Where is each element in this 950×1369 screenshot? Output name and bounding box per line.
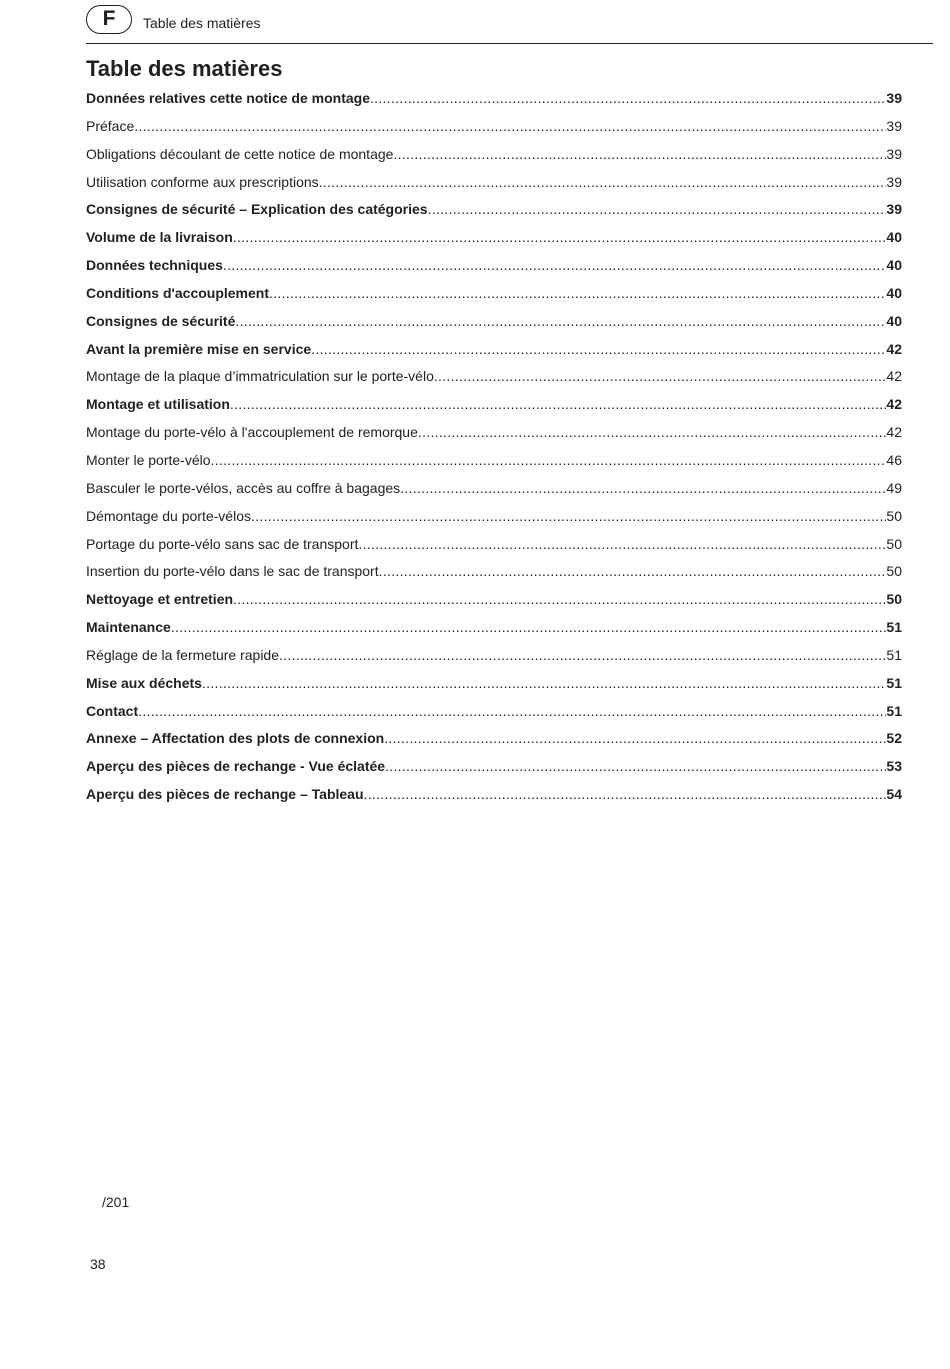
toc-entry-page: 51 bbox=[886, 674, 902, 691]
toc-entry-label: Nettoyage et entretien bbox=[86, 591, 234, 608]
dot-leader bbox=[269, 281, 886, 305]
toc-entry[interactable] bbox=[86, 364, 902, 392]
toc-entry[interactable] bbox=[86, 420, 902, 448]
toc-entry-label: Contact bbox=[86, 702, 139, 719]
toc-entry-label: Consignes de sécurité bbox=[86, 312, 236, 329]
toc-entry-page: 42 bbox=[886, 340, 902, 357]
toc-entry-label: Portage du porte-vélo sans sac de transport bbox=[86, 535, 359, 552]
toc-entry-page: 50 bbox=[886, 591, 902, 608]
toc-entry-page: 42 bbox=[886, 368, 902, 385]
toc-entry[interactable] bbox=[86, 671, 902, 699]
toc-entry[interactable] bbox=[86, 197, 902, 225]
toc-entry[interactable] bbox=[86, 448, 902, 476]
dot-leader bbox=[202, 671, 886, 695]
dot-leader bbox=[400, 476, 886, 500]
dot-leader bbox=[370, 86, 886, 110]
table-of-contents bbox=[86, 86, 902, 810]
toc-entry[interactable] bbox=[86, 309, 902, 337]
toc-entry[interactable] bbox=[86, 587, 902, 615]
dot-leader bbox=[211, 448, 887, 472]
toc-entry[interactable] bbox=[86, 559, 902, 587]
dot-leader bbox=[230, 392, 887, 416]
toc-entry-page: 40 bbox=[886, 229, 902, 246]
toc-entry-page: 40 bbox=[886, 284, 902, 301]
dot-leader bbox=[233, 225, 887, 249]
page-header bbox=[86, 5, 933, 44]
toc-entry-label: Réglage de la fermeture rapide bbox=[86, 646, 280, 663]
page-number: 38 bbox=[90, 1256, 106, 1272]
toc-entry-label: Montage de la plaque d’immatriculation sur le porte-vélo bbox=[86, 368, 434, 385]
toc-entry-label: Montage du porte-vélo à l'accouplement de remorque bbox=[86, 424, 418, 441]
dot-leader bbox=[379, 559, 887, 583]
toc-entry-label: Données techniques bbox=[86, 257, 223, 274]
dot-leader bbox=[223, 253, 887, 277]
toc-entry[interactable] bbox=[86, 142, 902, 170]
toc-entry-page: 50 bbox=[886, 507, 902, 524]
toc-entry-page: 39 bbox=[886, 173, 902, 190]
dot-leader bbox=[418, 420, 887, 444]
toc-entry[interactable] bbox=[86, 170, 902, 198]
toc-entry[interactable] bbox=[86, 476, 902, 504]
toc-entry-page: 39 bbox=[886, 201, 902, 218]
toc-entry[interactable] bbox=[86, 615, 902, 643]
toc-entry-page: 54 bbox=[886, 786, 902, 803]
toc-entry-page: 51 bbox=[886, 646, 902, 663]
toc-entry[interactable] bbox=[86, 337, 902, 365]
toc-entry[interactable] bbox=[86, 504, 902, 532]
dot-leader bbox=[434, 364, 887, 388]
toc-entry[interactable] bbox=[86, 392, 902, 420]
toc-entry[interactable] bbox=[86, 726, 902, 754]
toc-entry-label: Utilisation conforme aux prescriptions bbox=[86, 173, 319, 190]
dot-leader bbox=[134, 114, 886, 138]
dot-leader bbox=[171, 615, 887, 639]
dot-leader bbox=[384, 726, 886, 750]
toc-entry-page: 52 bbox=[886, 730, 902, 747]
toc-entry-page: 46 bbox=[886, 451, 902, 468]
toc-entry-label: Mise aux déchets bbox=[86, 674, 202, 691]
toc-entry[interactable] bbox=[86, 253, 902, 281]
toc-entry-label: Insertion du porte-vélo dans le sac de transport bbox=[86, 563, 379, 580]
toc-entry-page: 39 bbox=[886, 117, 902, 134]
toc-entry-label: Montage et utilisation bbox=[86, 396, 230, 413]
language-badge: F bbox=[86, 5, 132, 34]
toc-entry-label: Avant la première mise en service bbox=[86, 340, 312, 357]
toc-entry[interactable] bbox=[86, 643, 902, 671]
dot-leader bbox=[138, 699, 886, 723]
toc-entry[interactable] bbox=[86, 281, 902, 309]
dot-leader bbox=[235, 309, 886, 333]
toc-entry-label: Démontage du porte-vélos bbox=[86, 507, 251, 524]
toc-entry-label: Données relatives cette notice de montage bbox=[86, 90, 370, 106]
toc-entry-label: Aperçu des pièces de rechange - Vue éclatée bbox=[86, 758, 386, 775]
dot-leader bbox=[279, 643, 886, 667]
toc-entry-page: 40 bbox=[886, 312, 902, 329]
toc-entry-label: Obligations découlant de cette notice de montage bbox=[86, 145, 394, 162]
toc-entry-label: Préface bbox=[86, 117, 135, 134]
toc-entry-label: Monter le porte-vélo bbox=[86, 451, 211, 468]
toc-entry-page: 42 bbox=[886, 396, 902, 413]
toc-entry-label: Conditions d'accouplement bbox=[86, 284, 270, 301]
toc-entry[interactable] bbox=[86, 782, 902, 810]
toc-entry-label: Basculer le porte-vélos, accès au coffre à bagages bbox=[86, 479, 401, 496]
toc-entry-page: 50 bbox=[886, 535, 902, 552]
toc-entry-label: Aperçu des pièces de rechange – Tableau bbox=[86, 786, 364, 803]
dot-leader bbox=[393, 142, 886, 166]
toc-entry-label: Volume de la livraison bbox=[86, 229, 233, 246]
toc-entry[interactable] bbox=[86, 532, 902, 560]
toc-entry-page: 40 bbox=[886, 257, 902, 274]
dot-leader bbox=[319, 170, 887, 194]
dot-leader bbox=[358, 532, 886, 556]
toc-entry[interactable] bbox=[86, 225, 902, 253]
dot-leader bbox=[385, 754, 886, 778]
toc-entry-page: 39 bbox=[886, 145, 902, 162]
toc-entry-label: Maintenance bbox=[86, 619, 171, 636]
dot-leader bbox=[311, 337, 886, 361]
toc-entry-page: 51 bbox=[886, 619, 902, 636]
toc-entry[interactable] bbox=[86, 86, 902, 114]
footer-code: /201 bbox=[102, 1194, 130, 1210]
page-title: Table des matières bbox=[86, 56, 283, 81]
header-title: Table des matières bbox=[143, 15, 261, 31]
toc-entry[interactable] bbox=[86, 699, 902, 727]
toc-entry-label: Annexe – Affectation des plots de connexion bbox=[86, 730, 385, 747]
toc-entry-page: 53 bbox=[886, 758, 902, 775]
dot-leader bbox=[364, 782, 887, 806]
dot-leader bbox=[251, 504, 886, 528]
dot-leader bbox=[233, 587, 886, 611]
toc-entry[interactable] bbox=[86, 114, 902, 142]
toc-entry-page: 50 bbox=[886, 563, 902, 580]
toc-entry-page: 39 bbox=[886, 90, 902, 106]
toc-entry[interactable] bbox=[86, 754, 902, 782]
toc-entry-page: 49 bbox=[886, 479, 902, 496]
toc-entry-page: 51 bbox=[886, 702, 902, 719]
toc-entry-page: 42 bbox=[886, 424, 902, 441]
dot-leader bbox=[428, 197, 887, 221]
toc-entry-label: Consignes de sécurité – Explication des catégories bbox=[86, 201, 428, 218]
